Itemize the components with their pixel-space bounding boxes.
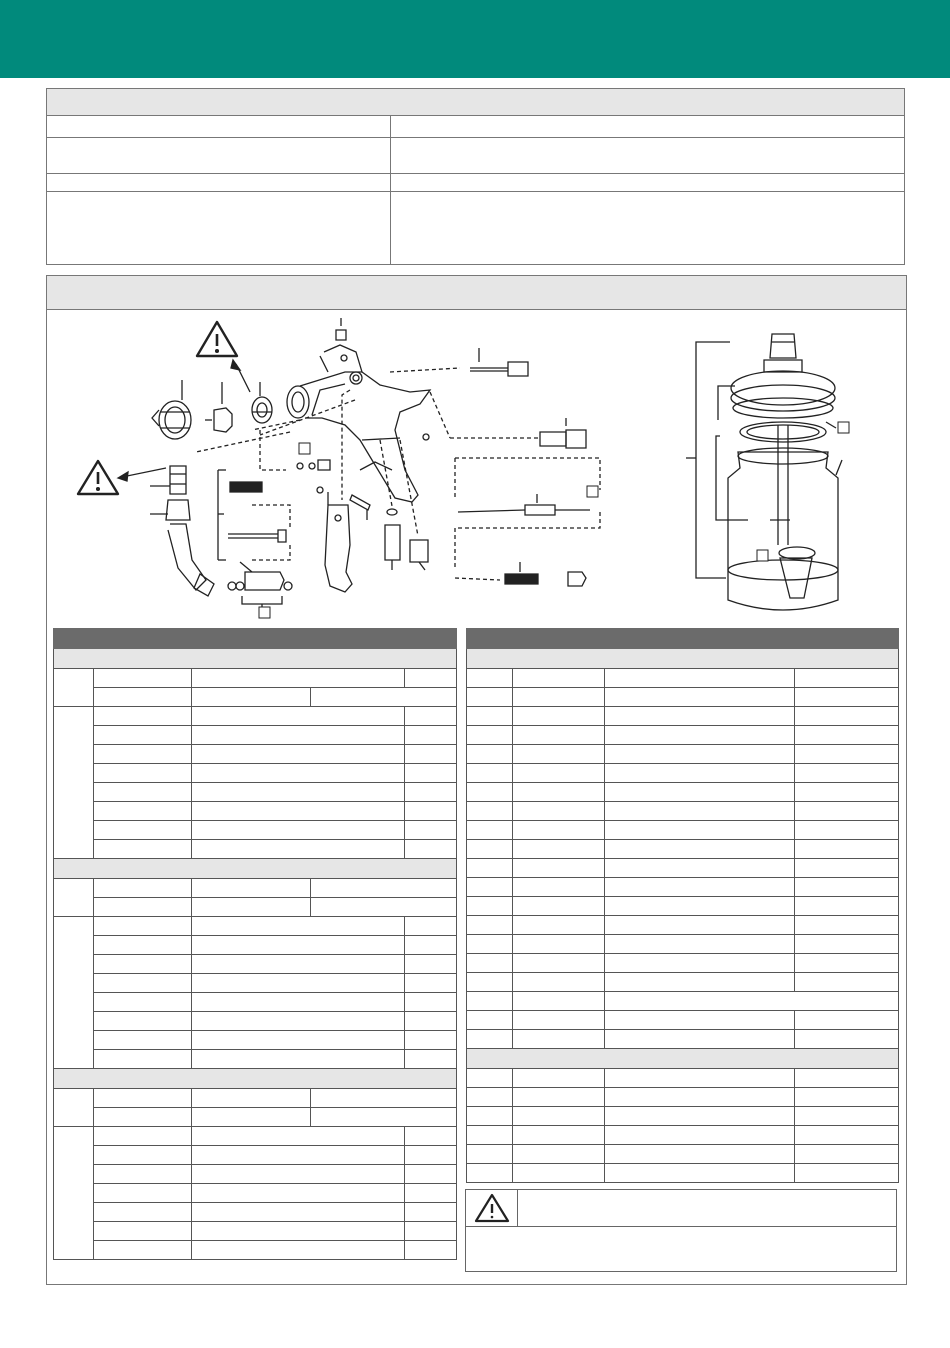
table-cell xyxy=(467,897,513,916)
table-cell xyxy=(405,1241,457,1260)
table-row xyxy=(54,1012,457,1031)
table-cell xyxy=(192,707,405,726)
table-cell xyxy=(311,688,457,707)
table-cell xyxy=(192,879,311,898)
table-cell xyxy=(467,649,899,669)
needle-part-middle xyxy=(455,458,600,570)
table-row xyxy=(467,1164,899,1183)
table-cell xyxy=(467,821,513,840)
table-cell xyxy=(605,973,795,992)
table-cell xyxy=(513,669,605,688)
table-cell xyxy=(795,935,899,954)
table-row xyxy=(54,1184,457,1203)
fluid-nozzle-part xyxy=(205,382,232,432)
table-cell xyxy=(467,745,513,764)
table-header-row xyxy=(54,629,457,649)
table-row xyxy=(54,955,457,974)
table-row xyxy=(467,1030,899,1049)
table-cell xyxy=(467,669,513,688)
table-cell xyxy=(605,688,795,707)
table-row xyxy=(467,935,899,954)
table-cell xyxy=(467,1011,513,1030)
table-cell xyxy=(795,669,899,688)
section-row xyxy=(54,859,457,879)
table-cell xyxy=(467,954,513,973)
table-cell xyxy=(795,821,899,840)
table-cell xyxy=(54,917,94,1069)
table-cell xyxy=(795,726,899,745)
table-cell xyxy=(467,973,513,992)
column-header-part-number xyxy=(513,629,605,649)
table-cell xyxy=(94,1203,192,1222)
table-cell xyxy=(605,802,795,821)
table-cell xyxy=(513,935,605,954)
table-row xyxy=(54,1165,457,1184)
table-cell xyxy=(795,1107,899,1126)
table-cell xyxy=(405,707,457,726)
fluid-adjustment-part xyxy=(380,440,428,570)
reference-badge xyxy=(259,607,270,618)
table-row xyxy=(54,764,457,783)
table-cell xyxy=(192,726,405,745)
warning-icon-cell xyxy=(466,1190,518,1227)
table-cell xyxy=(192,1165,405,1184)
table-cell xyxy=(795,783,899,802)
table-cell xyxy=(513,859,605,878)
table-cell xyxy=(94,1108,192,1127)
table-cell xyxy=(467,1126,513,1145)
table-cell xyxy=(405,1184,457,1203)
table-cell xyxy=(513,821,605,840)
table-cell xyxy=(605,745,795,764)
distribution-ring-part xyxy=(252,382,272,423)
table-cell xyxy=(467,726,513,745)
table-cell xyxy=(795,916,899,935)
table-row xyxy=(467,1011,899,1030)
right-parts-table xyxy=(466,628,899,1183)
table-row xyxy=(54,1089,457,1108)
table-cell xyxy=(192,1184,405,1203)
table-cell xyxy=(192,802,405,821)
warning-triangle-icon xyxy=(466,1190,518,1227)
table-cell xyxy=(94,1241,192,1260)
table-cell xyxy=(192,783,405,802)
table-cell xyxy=(94,764,192,783)
table-cell xyxy=(311,1089,457,1108)
table-cell xyxy=(795,1145,899,1164)
table-row xyxy=(54,1127,457,1146)
table-cell xyxy=(467,1069,513,1088)
reference-badge xyxy=(587,486,598,497)
table-cell xyxy=(54,1089,94,1127)
table-cell xyxy=(795,897,899,916)
table-cell xyxy=(192,1050,405,1069)
table-cell xyxy=(795,764,899,783)
table-cell xyxy=(192,898,311,917)
table-row xyxy=(467,1126,899,1145)
table-cell xyxy=(94,955,192,974)
table-cell xyxy=(192,1241,405,1260)
table-cell xyxy=(54,879,94,917)
table-cell xyxy=(513,726,605,745)
table-row xyxy=(54,707,457,726)
table-row xyxy=(467,783,899,802)
table-row xyxy=(54,821,457,840)
table-cell xyxy=(605,1030,795,1049)
table-row xyxy=(467,954,899,973)
column-header-description xyxy=(605,629,899,649)
table-row xyxy=(54,898,457,917)
table-cell xyxy=(795,745,899,764)
table-row xyxy=(467,840,899,859)
table-cell xyxy=(467,935,513,954)
table-cell xyxy=(94,840,192,859)
warning-triangle-icon xyxy=(78,461,118,494)
table-cell xyxy=(513,1069,605,1088)
table-cell xyxy=(192,1146,405,1165)
table-cell xyxy=(54,649,457,669)
air-valve-part xyxy=(430,392,586,448)
table-cell xyxy=(513,897,605,916)
table-cell xyxy=(94,802,192,821)
table-cell xyxy=(192,1203,405,1222)
table-cell xyxy=(513,1164,605,1183)
table-cell xyxy=(405,669,457,688)
table-row xyxy=(467,992,899,1011)
table-row xyxy=(54,936,457,955)
table-row xyxy=(54,1241,457,1260)
table-row xyxy=(54,1050,457,1069)
table-cell xyxy=(467,1088,513,1107)
table-cell xyxy=(94,1012,192,1031)
table-cell xyxy=(513,1107,605,1126)
table-cell xyxy=(605,1088,795,1107)
table-row xyxy=(467,802,899,821)
table-cell xyxy=(192,974,405,993)
table-cell xyxy=(405,821,457,840)
table-row xyxy=(467,973,899,992)
table-cell xyxy=(192,688,311,707)
table-row xyxy=(467,821,899,840)
table-cell xyxy=(795,1069,899,1088)
table-cell xyxy=(94,1031,192,1050)
table-cell xyxy=(405,1203,457,1222)
table-cell xyxy=(795,688,899,707)
table-cell xyxy=(405,745,457,764)
table-cell xyxy=(605,764,795,783)
table-header-row xyxy=(467,629,899,649)
table-row xyxy=(467,859,899,878)
table-cell xyxy=(94,936,192,955)
table-cell xyxy=(467,802,513,821)
table-row xyxy=(54,726,457,745)
table-row xyxy=(467,669,899,688)
table-cell xyxy=(513,992,605,1011)
table-cell xyxy=(405,783,457,802)
table-row xyxy=(467,764,899,783)
table-cell xyxy=(467,1145,513,1164)
table-cell xyxy=(192,955,405,974)
reference-badge xyxy=(299,443,310,454)
table-row xyxy=(54,1203,457,1222)
table-cell xyxy=(405,936,457,955)
table-cell xyxy=(94,669,192,688)
table-cell xyxy=(192,1222,405,1241)
table-cell xyxy=(405,955,457,974)
table-cell xyxy=(467,1030,513,1049)
table-cell xyxy=(795,707,899,726)
needle-part-top xyxy=(390,348,528,376)
table-cell xyxy=(405,1031,457,1050)
table-cell xyxy=(405,1222,457,1241)
table-cell xyxy=(192,821,405,840)
table-cell xyxy=(605,1145,795,1164)
table-row xyxy=(54,802,457,821)
table-cell xyxy=(192,936,405,955)
table-cell xyxy=(405,1127,457,1146)
table-cell xyxy=(192,993,405,1012)
table-row xyxy=(467,1107,899,1126)
table-cell xyxy=(94,917,192,936)
table-cell xyxy=(467,840,513,859)
table-cell xyxy=(605,1107,795,1126)
table-cell xyxy=(513,1088,605,1107)
table-cell xyxy=(467,878,513,897)
table-cell xyxy=(94,1184,192,1203)
table-cell xyxy=(513,973,605,992)
table-cell xyxy=(467,1164,513,1183)
table-cell xyxy=(405,1012,457,1031)
small-screws-part xyxy=(297,434,429,493)
table-cell xyxy=(605,1126,795,1145)
column-header-no xyxy=(54,629,94,649)
table-cell xyxy=(795,1011,899,1030)
table-cell xyxy=(192,764,405,783)
table-cell xyxy=(405,726,457,745)
table-cell xyxy=(467,992,513,1011)
warning-notice-header xyxy=(466,1190,896,1227)
table-row xyxy=(467,745,899,764)
table-cell xyxy=(94,1127,192,1146)
spreader-valve-set xyxy=(218,430,292,610)
table-row xyxy=(54,974,457,993)
table-cell xyxy=(94,993,192,1012)
table-cell xyxy=(795,1164,899,1183)
table-cell xyxy=(513,802,605,821)
table-row xyxy=(54,745,457,764)
table-cell xyxy=(795,973,899,992)
table-cell xyxy=(795,802,899,821)
table-cell xyxy=(94,783,192,802)
table-cell xyxy=(94,1146,192,1165)
paint-cup-assembly xyxy=(686,334,842,610)
section-row xyxy=(467,649,899,669)
table-cell xyxy=(192,1031,405,1050)
table-cell xyxy=(192,1089,311,1108)
table-cell xyxy=(192,1012,405,1031)
table-cell xyxy=(54,707,94,859)
table-row xyxy=(467,1145,899,1164)
table-cell xyxy=(405,1165,457,1184)
table-cell xyxy=(94,726,192,745)
reference-badge xyxy=(838,422,849,433)
table-row xyxy=(467,707,899,726)
column-header-part-number xyxy=(94,629,192,649)
table-cell xyxy=(795,1126,899,1145)
table-cell xyxy=(605,859,795,878)
table-row xyxy=(467,878,899,897)
table-cell xyxy=(513,745,605,764)
table-cell xyxy=(94,1222,192,1241)
table-cell xyxy=(513,1030,605,1049)
table-cell xyxy=(605,726,795,745)
table-cell xyxy=(54,669,94,707)
table-cell xyxy=(605,935,795,954)
left-parts-table xyxy=(53,628,457,1260)
table-cell xyxy=(94,974,192,993)
spring-part xyxy=(455,562,586,586)
table-cell xyxy=(513,707,605,726)
table-row xyxy=(54,993,457,1012)
table-cell xyxy=(795,840,899,859)
table-cell xyxy=(795,1088,899,1107)
table-row xyxy=(467,688,899,707)
table-cell xyxy=(795,859,899,878)
table-row xyxy=(467,1069,899,1088)
table-cell xyxy=(311,898,457,917)
table-cell xyxy=(405,1050,457,1069)
section-row xyxy=(54,1069,457,1089)
table-cell xyxy=(513,1126,605,1145)
table-cell xyxy=(94,745,192,764)
table-cell xyxy=(605,1164,795,1183)
table-cell xyxy=(467,783,513,802)
table-cell xyxy=(513,840,605,859)
table-cell xyxy=(405,917,457,936)
table-cell xyxy=(94,688,192,707)
table-cell xyxy=(94,1165,192,1184)
table-cell xyxy=(513,783,605,802)
table-cell xyxy=(54,1127,94,1260)
table-cell xyxy=(192,840,405,859)
table-row xyxy=(54,1222,457,1241)
table-cell xyxy=(54,1069,457,1089)
table-cell xyxy=(405,993,457,1012)
table-cell xyxy=(467,764,513,783)
table-cell xyxy=(605,916,795,935)
table-cell xyxy=(467,859,513,878)
table-cell xyxy=(605,954,795,973)
reference-badge xyxy=(757,550,768,561)
table-cell xyxy=(405,840,457,859)
table-cell xyxy=(605,669,795,688)
table-row xyxy=(54,1108,457,1127)
table-cell xyxy=(605,707,795,726)
table-row xyxy=(467,897,899,916)
table-cell xyxy=(192,745,405,764)
section-row xyxy=(54,649,457,669)
table-cell xyxy=(513,916,605,935)
table-cell xyxy=(513,688,605,707)
gun-body-part xyxy=(287,318,430,502)
table-cell xyxy=(605,783,795,802)
table-cell xyxy=(467,1049,899,1069)
air-cap-part xyxy=(152,380,191,439)
warning-triangle-icon xyxy=(197,322,237,356)
table-cell xyxy=(467,688,513,707)
table-cell xyxy=(513,764,605,783)
trigger-pin-part xyxy=(350,495,370,520)
table-row xyxy=(54,1146,457,1165)
table-cell xyxy=(405,1146,457,1165)
table-row xyxy=(54,840,457,859)
table-cell xyxy=(605,821,795,840)
table-row xyxy=(467,1088,899,1107)
table-cell xyxy=(311,1108,457,1127)
table-cell xyxy=(795,954,899,973)
table-cell xyxy=(467,1107,513,1126)
table-row xyxy=(467,916,899,935)
table-cell xyxy=(605,840,795,859)
table-cell xyxy=(192,917,405,936)
table-cell xyxy=(94,821,192,840)
table-row xyxy=(54,688,457,707)
table-row xyxy=(54,917,457,936)
table-cell xyxy=(94,1089,192,1108)
table-cell xyxy=(405,974,457,993)
table-row xyxy=(467,726,899,745)
table-cell xyxy=(94,707,192,726)
table-row xyxy=(54,783,457,802)
table-cell xyxy=(795,878,899,897)
table-cell xyxy=(405,764,457,783)
table-cell xyxy=(192,1108,311,1127)
table-row xyxy=(54,1031,457,1050)
table-cell xyxy=(795,1030,899,1049)
table-cell xyxy=(605,1069,795,1088)
table-row xyxy=(54,669,457,688)
table-cell xyxy=(94,1050,192,1069)
table-cell xyxy=(192,669,405,688)
column-header-no xyxy=(467,629,513,649)
table-cell xyxy=(513,1011,605,1030)
table-cell xyxy=(605,992,899,1011)
table-cell xyxy=(192,1127,405,1146)
table-cell xyxy=(513,1145,605,1164)
table-cell xyxy=(605,878,795,897)
table-cell xyxy=(467,916,513,935)
table-cell xyxy=(467,707,513,726)
table-cell xyxy=(513,878,605,897)
table-cell xyxy=(605,1011,795,1030)
column-header-description xyxy=(192,629,457,649)
table-cell xyxy=(94,879,192,898)
table-cell xyxy=(311,879,457,898)
warning-notice-box xyxy=(465,1189,897,1272)
table-cell xyxy=(513,954,605,973)
section-row xyxy=(467,1049,899,1069)
table-cell xyxy=(605,897,795,916)
table-cell xyxy=(405,802,457,821)
table-row xyxy=(54,879,457,898)
table-cell xyxy=(94,898,192,917)
air-inlet-part xyxy=(150,466,214,596)
table-cell xyxy=(54,859,457,879)
exploded-parts-diagram xyxy=(0,0,950,630)
